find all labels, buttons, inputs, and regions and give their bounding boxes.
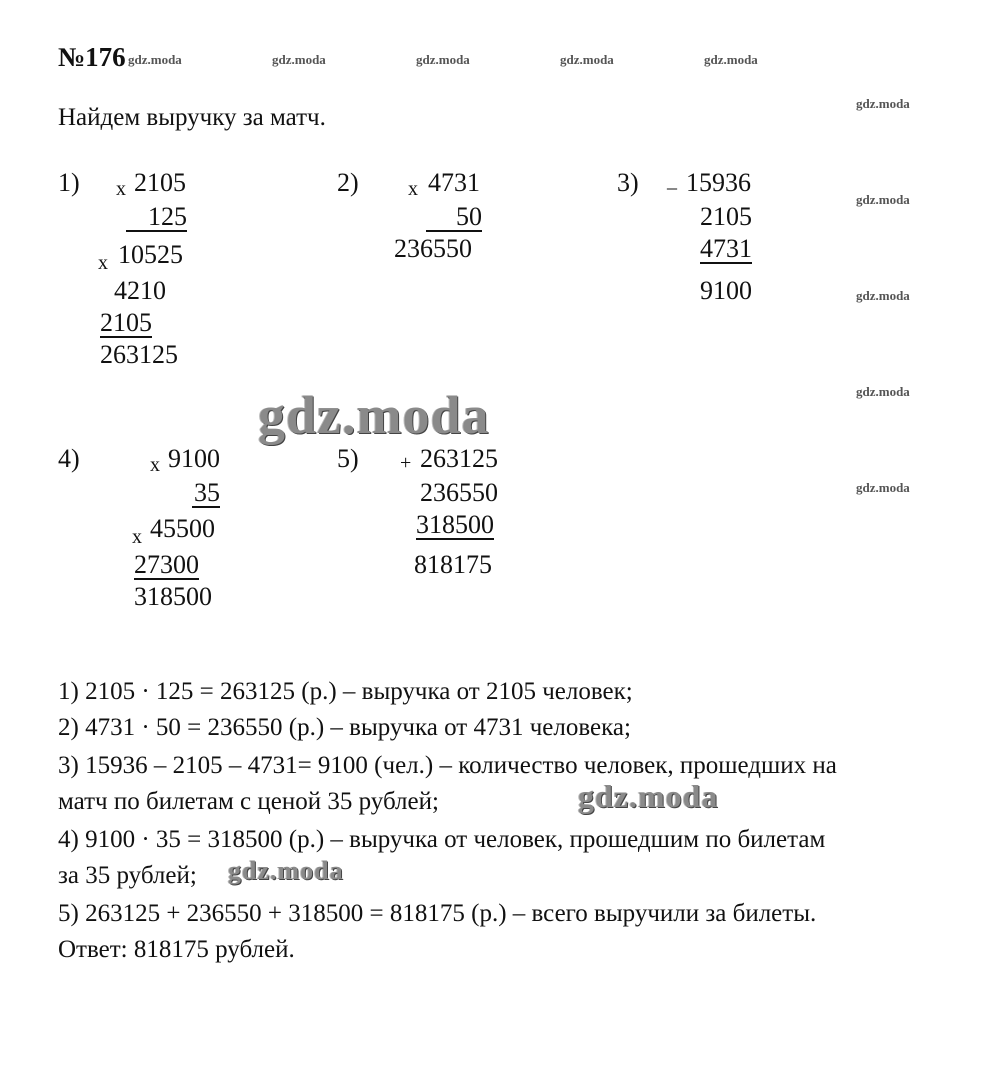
calc-result: 263125	[100, 340, 178, 369]
solution-line: 2) 4731 · 50 = 236550 (р.) – выручка от 4731 человека;	[58, 714, 631, 741]
partial-product-underlined: 2105	[100, 308, 152, 337]
partial-product: 4210	[114, 276, 166, 305]
intro-text: Найдем выручку за матч.	[58, 104, 326, 131]
watermark: gdz.moda	[856, 96, 910, 111]
solution-line: за 35 рублей;	[58, 862, 197, 889]
watermark: gdz.moda	[560, 52, 614, 67]
watermark: gdz.moda	[416, 52, 470, 67]
calc-label: 5)	[337, 444, 359, 473]
answer-line: Ответ: 818175 рублей.	[58, 936, 295, 963]
operand: 15936	[686, 168, 751, 197]
problem-number: №176	[58, 42, 126, 72]
watermark: gdz.moda	[856, 480, 910, 495]
minus-sign: _	[667, 170, 677, 192]
operand: 2105	[134, 168, 186, 197]
partial-product-underlined: 27300	[134, 550, 199, 579]
operand-underlined: 35	[194, 478, 220, 507]
watermark-large: gdz.moda	[228, 856, 344, 885]
operand-underlined: 125	[126, 204, 187, 232]
watermark: gdz.moda	[856, 288, 910, 303]
calc-result: 9100	[700, 276, 752, 305]
multiply-sign: x	[132, 526, 142, 548]
calc-label: 3)	[617, 168, 639, 197]
partial-product: 45500	[150, 514, 215, 543]
operand: 9100	[168, 444, 220, 473]
multiply-sign: x	[408, 178, 418, 200]
operand: 4731	[428, 168, 480, 197]
calc-label: 4)	[58, 444, 80, 473]
solution-line: матч по билетам с ценой 35 рублей;	[58, 788, 439, 815]
calc-label: 1)	[58, 168, 80, 197]
operand: 263125	[420, 444, 498, 473]
operand-underlined: 4731	[700, 234, 752, 263]
solution-line: 5) 263125 + 236550 + 318500 = 818175 (р.) – всего выручили за билеты.	[58, 900, 817, 927]
solution-line: 4) 9100 · 35 = 318500 (р.) – выручка от человек, прошедшим по билетам	[58, 826, 826, 853]
watermark: gdz.moda	[272, 52, 326, 67]
operand-underlined: 50	[426, 204, 482, 232]
solution-line: 3) 15936 – 2105 – 4731= 9100 (чел.) – количество человек, прошедших на	[58, 752, 837, 779]
multiply-sign: x	[150, 454, 160, 476]
calc-result: 236550	[394, 234, 472, 263]
watermark-large: gdz.moda	[578, 778, 719, 814]
partial-product: 10525	[118, 240, 183, 269]
calc-result: 318500	[134, 582, 212, 611]
watermark: gdz.moda	[704, 52, 758, 67]
operand: 236550	[420, 478, 498, 507]
calc-result: 818175	[414, 550, 492, 579]
calc-label: 2)	[337, 168, 359, 197]
watermark: gdz.moda	[128, 52, 182, 67]
plus-sign: +	[400, 452, 412, 474]
operand-underlined: 318500	[416, 510, 494, 539]
operand: 2105	[700, 202, 752, 231]
multiply-sign: x	[98, 252, 108, 274]
solution-line: 1) 2105 · 125 = 263125 (р.) – выручка от 2105 человек;	[58, 678, 633, 705]
watermark: gdz.moda	[856, 192, 910, 207]
watermark: gdz.moda	[856, 384, 910, 399]
watermark-large: gdz.moda	[258, 385, 490, 445]
multiply-sign: x	[116, 178, 126, 200]
